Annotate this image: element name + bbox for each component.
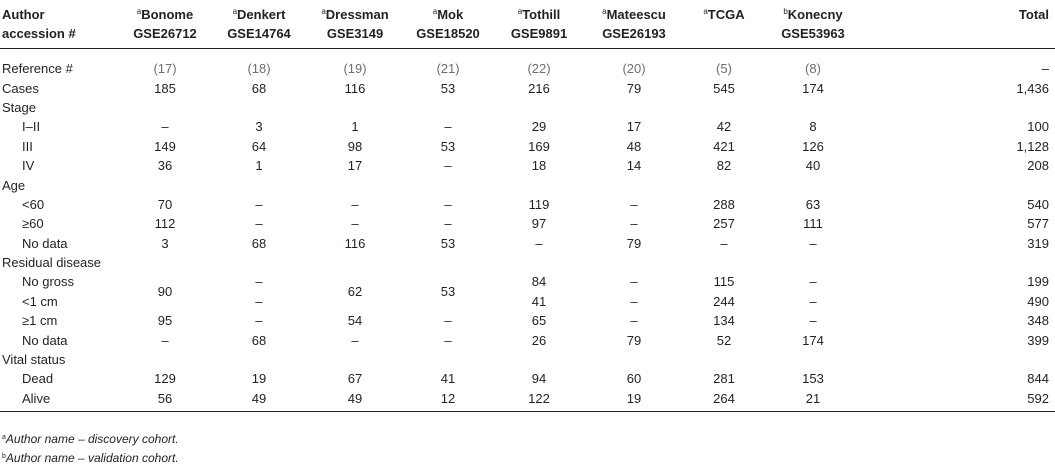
row-label: III — [22, 138, 33, 154]
table-cell-total: 100 — [1027, 119, 1049, 135]
table-cell: – — [255, 293, 263, 309]
table-row — [0, 137, 1055, 156]
table-cell-total: 844 — [1027, 371, 1049, 387]
table-cell: 288 — [713, 196, 735, 212]
table-cell: 41 — [440, 371, 456, 387]
table-cell: – — [630, 216, 638, 232]
table-row — [0, 369, 1055, 388]
section-label-stage: Stage — [2, 99, 36, 115]
table-row — [0, 272, 1055, 291]
section-row — [0, 350, 1055, 369]
table-cell: 264 — [682, 389, 766, 412]
row-label: Alive — [0, 389, 118, 412]
table-cell: 257 — [713, 216, 735, 232]
table-row — [0, 214, 1055, 233]
table-cell-total: 577 — [1027, 216, 1049, 232]
table-row — [0, 195, 1055, 214]
row-label: No data — [22, 235, 68, 251]
table-cell: – — [161, 119, 169, 135]
table-cell: 95 — [157, 313, 173, 329]
table-cell: 62 — [347, 284, 363, 300]
table-cell: – — [630, 274, 638, 290]
table-cell: – — [809, 235, 817, 251]
table-cell: 18 — [531, 158, 547, 174]
row-label: <1 cm — [22, 293, 58, 309]
table-cell: 14 — [626, 158, 642, 174]
table-cell: 1 — [351, 119, 359, 135]
table-cell: 19 — [251, 371, 267, 387]
table-cell: 68 — [251, 80, 267, 96]
table-cell-total: 540 — [1027, 196, 1049, 212]
footnote-b: $^b$Author name – validation cohort. — [2, 451, 179, 465]
table-cell: 153 — [802, 371, 824, 387]
table-cell: 82 — [716, 158, 732, 174]
table-cell: 244 — [713, 293, 735, 309]
table-cell: – — [630, 293, 638, 309]
table-cell: 174 — [802, 80, 824, 96]
row-label: Reference # — [2, 61, 73, 77]
table-cell: – — [444, 196, 452, 212]
table-cell: 53 — [440, 80, 456, 96]
table-cell: 49 — [306, 389, 404, 412]
table-cell: (17) — [153, 61, 177, 77]
table-cell: 545 — [713, 80, 735, 96]
table-cell: 53 — [440, 284, 456, 300]
table-cell: – — [444, 332, 452, 348]
table-cell-total: 199 — [1027, 274, 1049, 290]
table-cell: 36 — [157, 158, 173, 174]
table-cell-total: 1,436 — [1016, 80, 1049, 96]
table-cell: 68 — [251, 235, 267, 251]
table-cell: 97 — [531, 216, 547, 232]
table-cell: 115 — [713, 274, 735, 290]
table-cell: 90 — [157, 284, 173, 300]
table-cell: – — [809, 274, 817, 290]
table-cell: 53 — [440, 138, 456, 154]
table-cell: 116 — [344, 80, 366, 96]
table-cell: 56 — [118, 389, 212, 412]
table-cell: 49 — [212, 389, 306, 412]
table-cell: 112 — [154, 216, 176, 232]
table-cell: – — [444, 313, 452, 329]
table-cell: 174 — [802, 332, 824, 348]
table-cell: (22) — [527, 61, 551, 77]
header-denkert: $^a$Denkert GSE14764 — [227, 7, 291, 41]
table-cell: 1 — [255, 158, 263, 174]
table-cell: 60 — [626, 371, 642, 387]
row-label: <60 — [22, 196, 45, 212]
table-cell: 134 — [713, 313, 735, 329]
header-author-accession: Author accession # — [2, 7, 76, 41]
table-cell: 216 — [528, 80, 550, 96]
row-label: ≥60 — [22, 216, 44, 232]
table-cell: 48 — [626, 138, 642, 154]
table-cell-total: 1,128 — [1016, 138, 1049, 154]
header-bonome: $^a$Bonome GSE26712 — [133, 7, 197, 41]
table-cell: 54 — [347, 313, 363, 329]
section-label-age: Age — [2, 177, 26, 193]
table-cell: 3 — [255, 119, 263, 135]
table-cell: 79 — [626, 80, 642, 96]
table-cell: 3 — [161, 235, 169, 251]
table-cell: 17 — [626, 119, 642, 135]
table-cell: 42 — [716, 119, 732, 135]
header-total: Total — [1018, 7, 1049, 22]
table-cell: – — [255, 313, 263, 329]
table-row — [0, 156, 1055, 175]
table-cell: 64 — [251, 138, 267, 154]
table-cell: 53 — [440, 235, 456, 251]
table-cell: – — [444, 216, 452, 232]
header-tcga: $^a$TCGA — [703, 7, 745, 22]
table-cell: 111 — [803, 216, 823, 232]
table-cell: – — [255, 274, 263, 290]
table-cell: (8) — [805, 61, 821, 77]
table-cell-total: 592 — [860, 389, 1055, 412]
table-cell: 116 — [344, 235, 366, 251]
table-cell: (21) — [436, 61, 460, 77]
cohort-table — [0, 3, 1055, 412]
table-cell: 126 — [802, 138, 824, 154]
table-cell: 29 — [531, 119, 547, 135]
row-label: IV — [22, 158, 35, 174]
table-cell: 26 — [531, 332, 547, 348]
header-mok: $^a$Mok GSE18520 — [416, 7, 480, 41]
table-cell: 68 — [251, 332, 267, 348]
table-cell: 281 — [713, 371, 735, 387]
row-label: No gross — [22, 274, 75, 290]
table-cell: 129 — [154, 371, 176, 387]
table-row — [0, 117, 1055, 136]
table-cell: – — [444, 158, 452, 174]
table-cell: 67 — [347, 371, 363, 387]
section-row — [0, 175, 1055, 194]
table-row — [0, 389, 1055, 412]
table-cell-total: 348 — [1027, 313, 1049, 329]
table-cell: 84 — [531, 274, 547, 290]
table-cell: 17 — [347, 158, 363, 174]
table-cell: – — [630, 196, 638, 212]
table-cell: 119 — [528, 196, 550, 212]
table-cell: 185 — [154, 80, 176, 96]
table-cell: – — [351, 332, 359, 348]
table-cell: (20) — [622, 61, 646, 77]
table-cell: – — [161, 332, 169, 348]
table-cell: 421 — [713, 138, 735, 154]
table-cell: – — [255, 216, 263, 232]
header-mateescu: $^a$Mateescu GSE26193 — [602, 7, 666, 41]
table-cell: 65 — [531, 313, 547, 329]
table-cell: – — [809, 313, 817, 329]
table-cell: – — [535, 235, 543, 251]
table-cell: 169 — [528, 138, 550, 154]
table-cell: 12 — [404, 389, 492, 412]
row-label: ≥1 cm — [22, 313, 58, 329]
section-label-vital-status: Vital status — [2, 352, 66, 368]
table-cell: – — [351, 196, 359, 212]
table-cell: 70 — [157, 196, 173, 212]
table-row — [0, 59, 1055, 78]
table-cell: (18) — [247, 61, 271, 77]
header-tothill: $^a$Tothill GSE9891 — [510, 7, 568, 41]
header-konecny: $^b$Konecny GSE53963 — [781, 7, 845, 41]
table-cell: 21 — [766, 389, 860, 412]
header-row — [0, 3, 1055, 49]
table-cell: – — [809, 293, 817, 309]
table-cell-total: – — [1041, 61, 1049, 77]
footnote-a: $^a$Author name – discovery cohort. — [2, 432, 179, 446]
table-cell: 79 — [626, 235, 642, 251]
table-row — [0, 234, 1055, 253]
table-cell: 79 — [626, 332, 642, 348]
table-cell: 98 — [347, 138, 363, 154]
table-cell-total: 490 — [1027, 293, 1049, 309]
table-row — [0, 78, 1055, 97]
table-cell: (5) — [716, 61, 732, 77]
row-label: No data — [22, 332, 68, 348]
section-row — [0, 253, 1055, 272]
table-cell: – — [351, 216, 359, 232]
section-label-residual-disease: Residual disease — [2, 255, 102, 271]
table-cell-total: 399 — [1027, 332, 1049, 348]
table-cell: 63 — [805, 196, 821, 212]
row-label: Cases — [2, 80, 39, 96]
table-cell: – — [444, 119, 452, 135]
header-dressman: $^a$Dressman GSE3149 — [321, 7, 389, 41]
table-cell: – — [255, 196, 263, 212]
table-cell: 19 — [586, 389, 682, 412]
table-cell: 52 — [716, 332, 732, 348]
table-cell: 40 — [805, 158, 821, 174]
table-row — [0, 330, 1055, 349]
table-cell-total: 208 — [1027, 158, 1049, 174]
row-label: Dead — [22, 371, 54, 387]
section-row — [0, 98, 1055, 117]
table-cell: 41 — [531, 293, 547, 309]
row-label: I–II — [22, 119, 41, 135]
table-cell-total: 319 — [1027, 235, 1049, 251]
table-cell: 122 — [492, 389, 586, 412]
table-row — [0, 311, 1055, 330]
table-cell: 149 — [154, 138, 176, 154]
table-cell: – — [720, 235, 728, 251]
table-cell: – — [630, 313, 638, 329]
table-cell: 8 — [809, 119, 817, 135]
table-cell: (19) — [343, 61, 367, 77]
table-cell: 94 — [531, 371, 547, 387]
